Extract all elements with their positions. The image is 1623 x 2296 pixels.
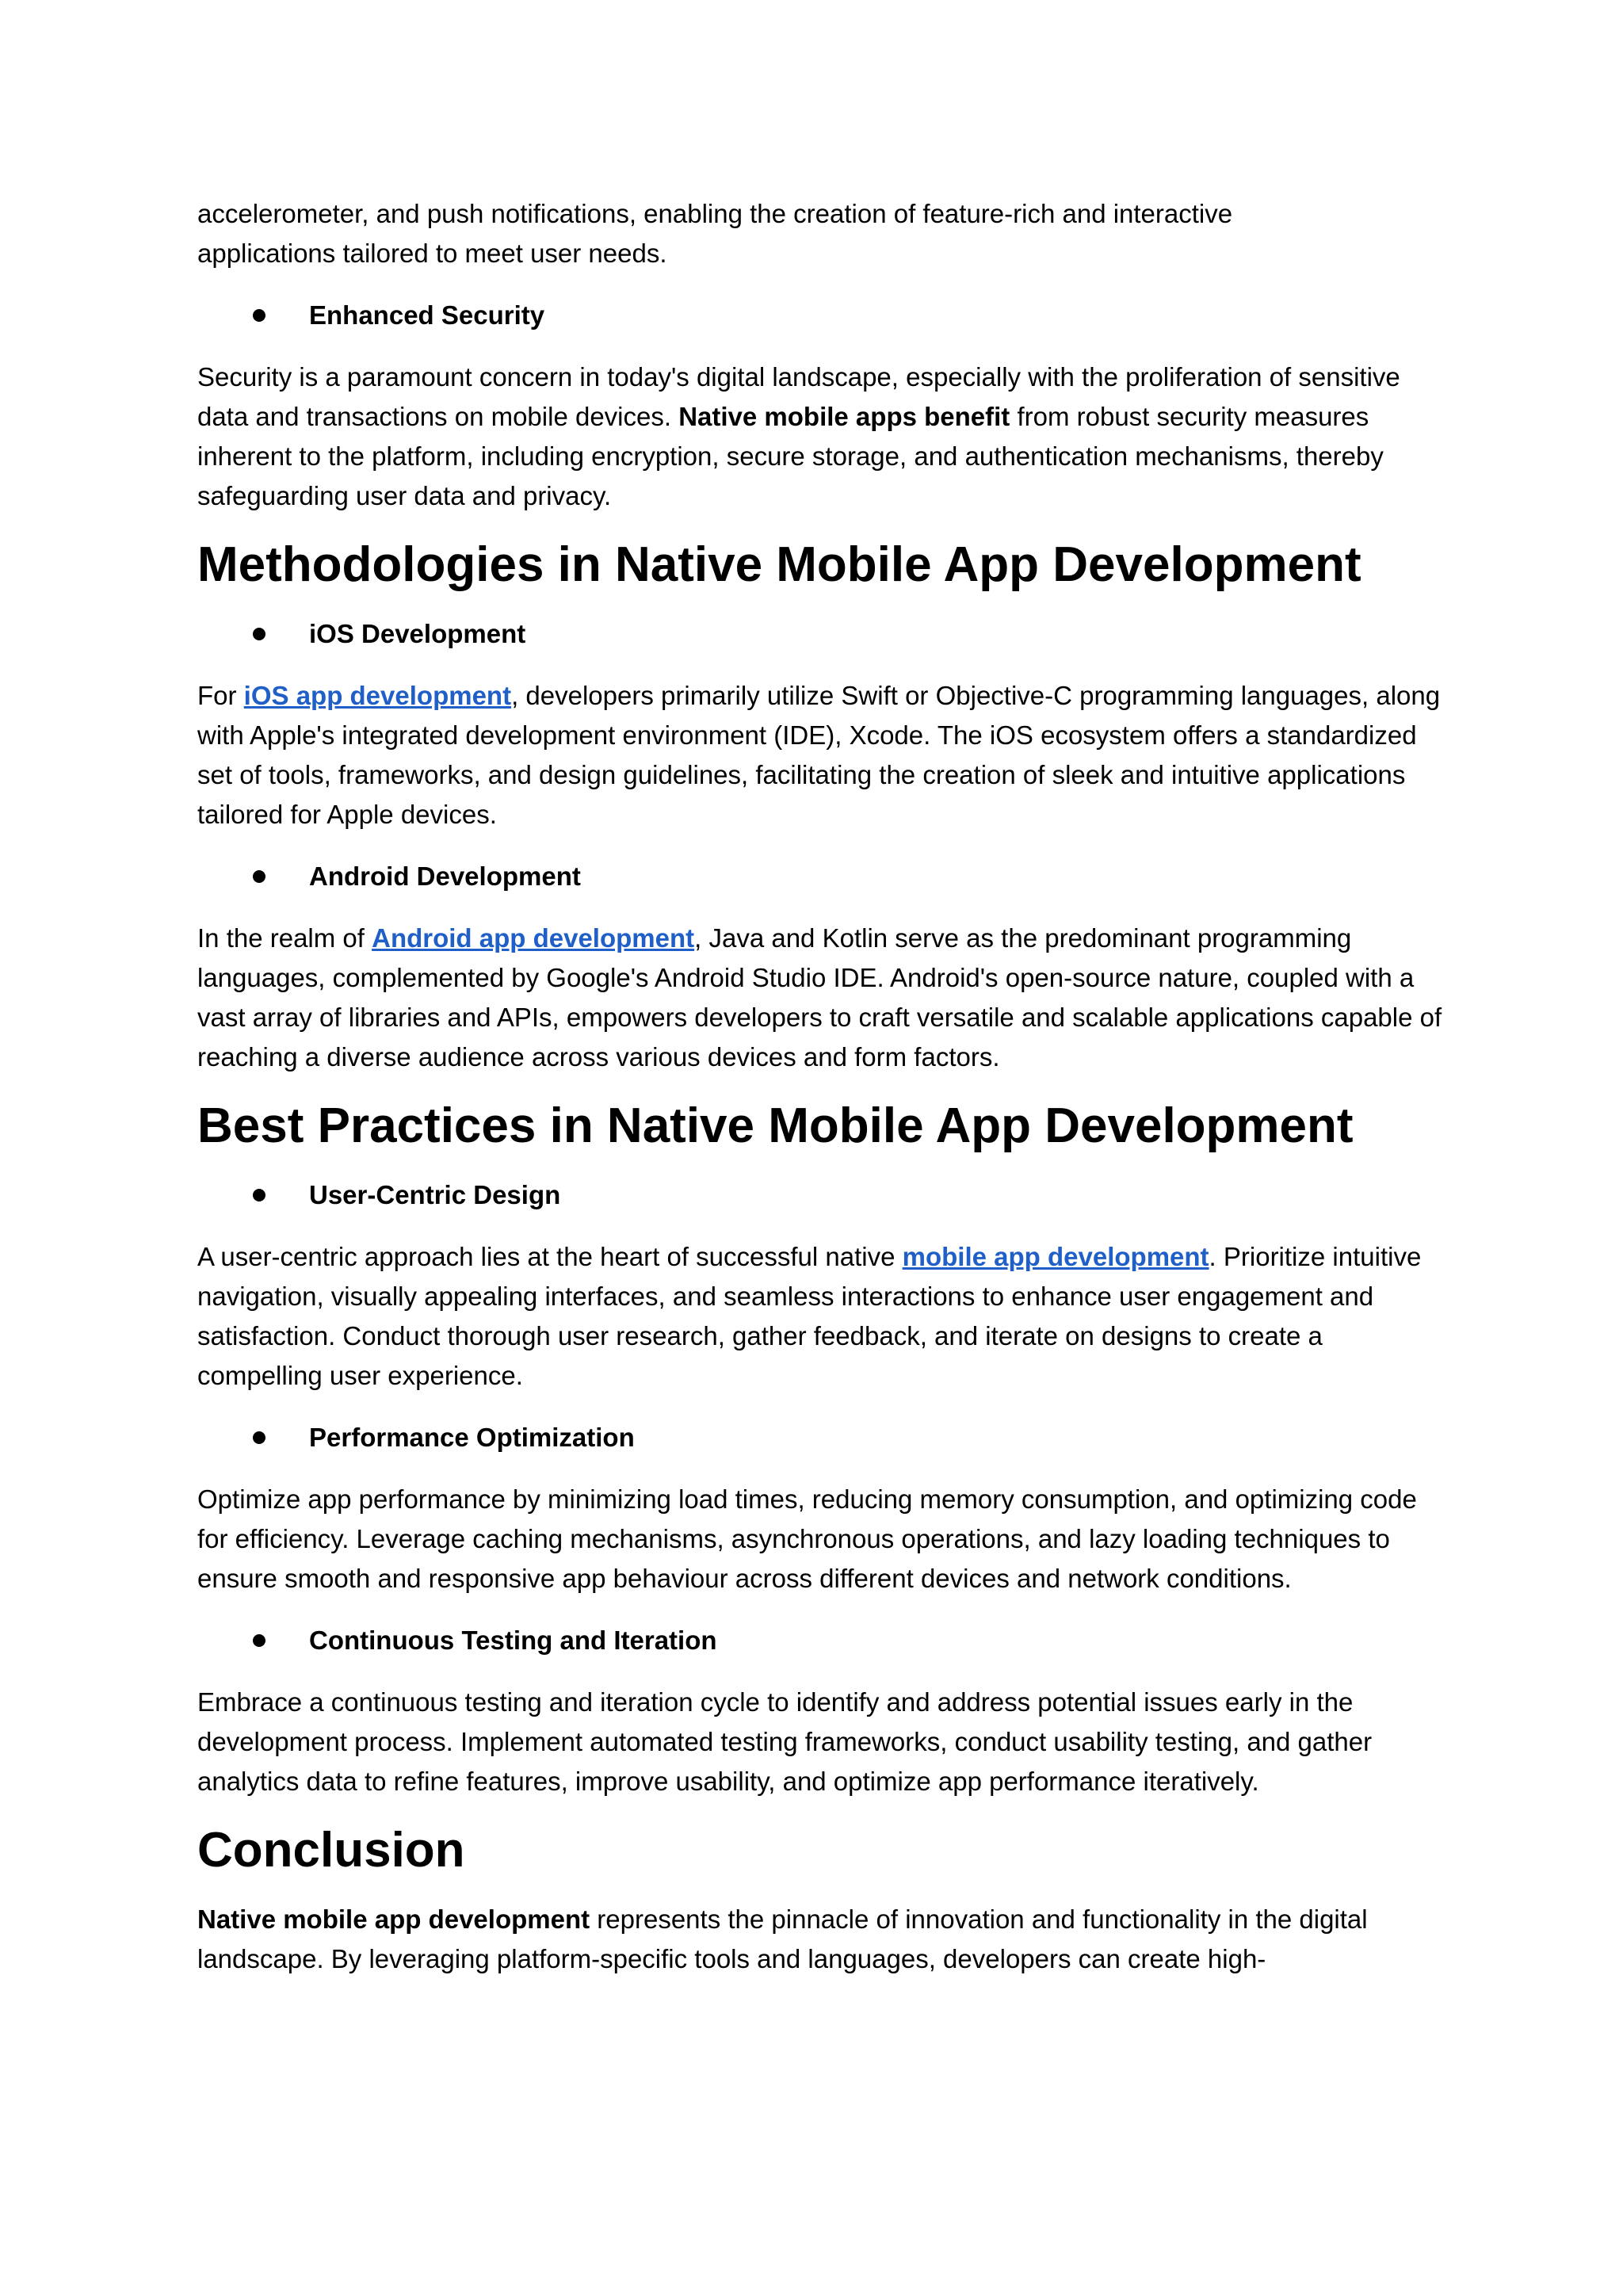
ios-text: , developers primarily utilize Swift or Objective-C programming languages, along with Apple's integrated development environment (IDE), Xcode. The iOS ecosystem offers a standardized set of tools, frameworks, and design guidelines, facilitating the creation of sleek and intuitive applications tailored for Apple devices.: [197, 681, 1441, 829]
ucd-paragraph: [197, 1237, 1449, 1396]
ios-prefix: For: [197, 681, 244, 710]
android-text: , Java and Kotlin serve as the predominant programming languages, complemented by Google's Android Studio IDE. Android's open-source nature, coupled with a vast array of libraries and APIs, empowers developers to craft versatile and scalable applications capable of reaching a diverse audience across various devices and form factors.: [197, 923, 1442, 1072]
bullet-dot-icon: [253, 1634, 265, 1647]
performance-paragraph: Optimize app performance by minimizing load times, reducing memory consumption, and optimizing code for efficiency. Leverage caching mechanisms, asynchronous operations, and lazy loading techniques to ensure smooth and responsive app behaviour across different devices and network conditions.: [197, 1484, 1417, 1593]
conclusion-heading: Conclusion: [197, 1823, 465, 1878]
bullet-dot-icon: [253, 1189, 265, 1201]
intro-paragraph: [197, 194, 1449, 273]
ucd-prefix: A user-centric approach lies at the heart of successful native: [197, 1242, 903, 1271]
mobile-app-development-link[interactable]: mobile app development: [902, 1242, 1209, 1271]
bullet-ios-development: [197, 614, 1449, 654]
bullet-label: Performance Optimization: [309, 1423, 635, 1452]
conclusion-paragraph: [197, 1900, 1449, 1979]
bullet-dot-icon: [253, 628, 265, 640]
conclusion-text: represents the pinnacle of innovation and functionality in the digital landscape. By leveraging platform-specific tools and languages, developers can create high-: [197, 1904, 1368, 1973]
intro-line-1: accelerometer, and push notifications, enabling the creation of feature-rich and interactive: [197, 199, 1233, 228]
methodologies-heading: Methodologies in Native Mobile App Development: [197, 537, 1361, 592]
bullet-dot-icon: [253, 1431, 265, 1444]
bullet-label: iOS Development: [309, 619, 526, 648]
android-paragraph: [197, 919, 1449, 1077]
bullet-performance-optimization: [197, 1418, 1449, 1457]
security-paragraph: [197, 357, 1449, 516]
ios-paragraph: [197, 676, 1449, 835]
ucd-text: . Prioritize intuitive navigation, visually appealing interfaces, and seamless interactions to enhance user engagement and satisfaction. Conduct thorough user research, gather feedback, and iterate on designs to create a compelling user experience.: [197, 1242, 1422, 1390]
security-text: Security is a paramount concern in today's digital landscape, especially with the proliferation of sensitive data and transactions on mobile devices.: [197, 362, 1400, 431]
ios-app-development-link[interactable]: iOS app development: [243, 681, 512, 710]
bullet-label: Android Development: [309, 861, 581, 891]
bullet-enhanced-security: [197, 296, 1449, 335]
security-bold-text: Native mobile apps benefit: [678, 402, 1010, 431]
bullet-dot-icon: [253, 870, 265, 883]
bullet-android-development: [197, 857, 1449, 896]
bullet-continuous-testing: [197, 1621, 1449, 1660]
bullet-label: Continuous Testing and Iteration: [309, 1626, 717, 1655]
best-practices-heading: Best Practices in Native Mobile App Development: [197, 1098, 1354, 1153]
intro-line-2: applications tailored to meet user needs.: [197, 239, 667, 268]
bullet-label: Enhanced Security: [309, 300, 545, 330]
conclusion-bold-text: Native mobile app development: [197, 1904, 590, 1934]
android-prefix: In the realm of: [197, 923, 372, 953]
bullet-dot-icon: [253, 309, 265, 322]
testing-paragraph: Embrace a continuous testing and iteration cycle to identify and address potential issues early in the development process. Implement automated testing frameworks, conduct usability testing, and gather analytics data to refine features, improve usability, and optimize app performance iteratively.: [197, 1687, 1373, 1796]
security-text-after: from robust security measures inherent to the platform, including encryption, secure storage, and authentication mechanisms, thereby safeguarding user data and privacy.: [197, 402, 1384, 510]
bullet-user-centric-design: [197, 1175, 1449, 1215]
bullet-label: User-Centric Design: [309, 1180, 561, 1209]
android-app-development-link[interactable]: Android app development: [372, 923, 695, 953]
